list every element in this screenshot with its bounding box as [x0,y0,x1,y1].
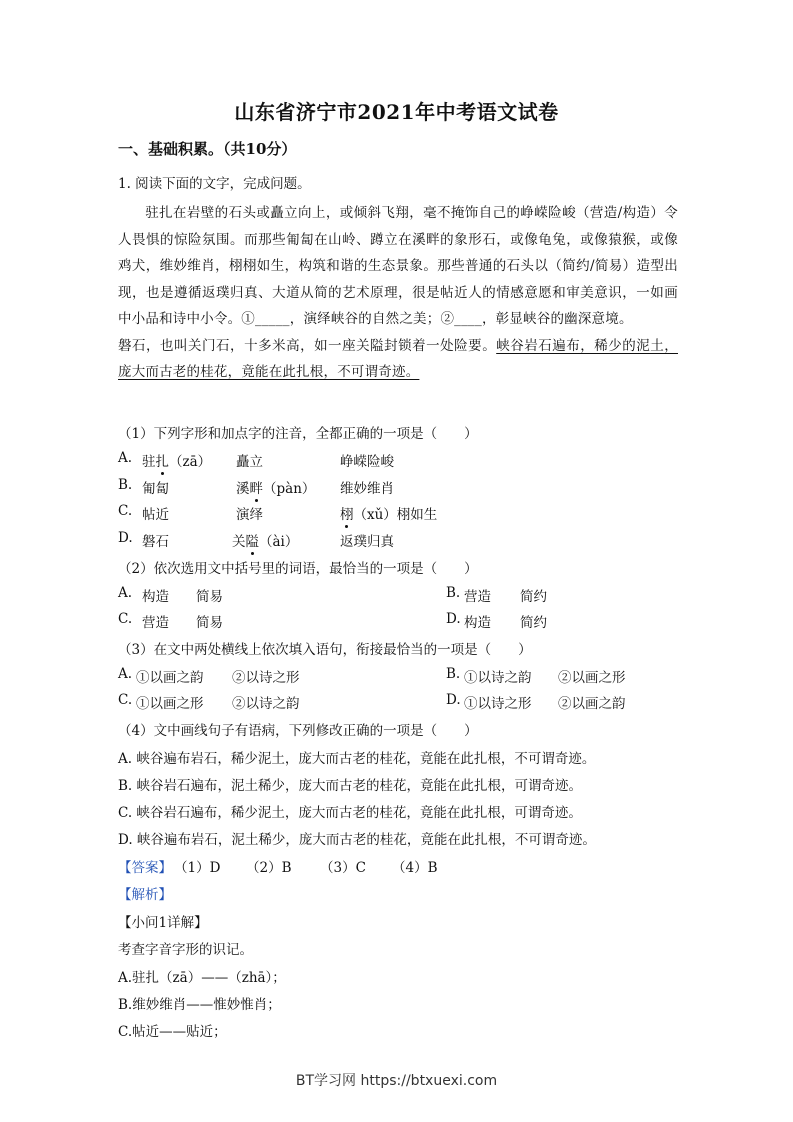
q4-option-b: B. 峡谷岩石遍布，泥土稀少，庞大而古老的桂花，竟能在此扎根，可谓奇迹。 [118,778,583,794]
analysis-tag: 【解析】 [118,887,172,903]
detail-line: B.维妙维肖——惟妙惟肖； [118,997,281,1013]
q3-stem: （3）在文中两处横线上依次填入语句，衔接最恰当的一项是（ ） [118,642,532,658]
q4-stem: （4）文中画线句子有语病，下列修改正确的一项是（ ） [118,723,478,739]
detail-line: 考查字音字形的识记。 [118,942,253,958]
section-heading: 一、基础积累。（共10分） [118,140,297,158]
detail-line: C.帖近——贴近； [118,1024,227,1040]
q2-stem: （2）依次选用文中括号里的词语，最恰当的一项是（ ） [118,561,478,577]
dotted-char: 扎 [155,454,169,470]
dotted-char: 畔 [249,481,263,497]
passage-paragraph-1: 驻扎在岩壁的石头或矗立向上，或倾斜飞翔，毫不掩饰自己的峥嵘险峻（营造/构造）令人畏惧的惊险氛围。而那些匍匐在山岭、蹲立在溪畔的象形石，或像龟兔，或像猿猴，或像鸡犬，维妙维肖，栩栩如生，构筑和谐的生态景象。那些普通的石头以（简约/简易）造型出现，也是遵循返璞归真、大道从简的艺术原理，很是帖近人的情感意愿和审美意识，一如画中小品和诗中小令。①_____，演绎峡谷的自然之美；②____，彰显峡谷的幽深意境。 [118,205,678,327]
reading-passage [118,200,678,386]
answer-tag: 【答案】 [118,860,172,876]
exam-page: 山东省济宁市2021年中考语文试卷 一、基础积累。（共10分） 1. 阅读下面的文字，完成问题。 驻扎在岩壁的石头或矗立向上，或倾斜飞翔，毫不掩饰自己的峥嵘险峻（营造/构造）令人畏惧的惊险氛围。而那些匍匐在山岭、蹲立在溪畔的象形石，或像龟兔，或像猿猴，或像鸡犬，维妙维肖，栩栩如生，构筑和谐的生态景象。那些普通的石头以（简约/简易）造型出现，也是遵循返璞归真、大道从简的艺术原理，很是帖近人的情感意愿和审美意识，一如画中小品和诗中小令。①_____，演绎峡谷的自然之美；②____，彰显峡谷的幽深意境。 磐石，也叫关门石，十多米高，如一座关隘封锁着一处险要。峡谷岩石遍布，稀少的泥土，庞大而古老的桂花，竟能在此扎根，不可谓奇迹。 （1）下列字形和加点字的注音，全都正确的一项是（ ） A. 驻扎（zā） 矗立 峥嵘险峻 B. 匍匐 溪畔（pàn） 维妙维肖 C. 帖近 演绎 栩（xǔ）栩如生 D. 磐石 关隘（ài） 返璞归真 （2）依次选用文中括号里的词语，最恰当的一项是（ ） A. 构造 简易 B. 营造 简约 C. 营造 简易 D. 构造 简约 （3）在文中两处横线上依次填入语句，衔接最恰当的一项是（ ） A. ①以画之韵 ②以诗之形 B. ①以诗之韵 ②以画之形 C. ①以画之形 ②以诗之韵 D. ①以诗之形 ②以画之韵 （4）文中画线句子有语病，下列修改正确的一项是（ ） A. 峡谷遍布岩石，稀少泥土，庞大而古老的桂花，竟能在此扎根，不可谓奇迹。 B. 峡谷岩石遍布，泥土稀少，庞大而古老的桂花，竟能在此扎根，可谓奇迹。 C. 峡谷岩石遍布，稀少泥土，庞大而古老的桂花，竟能在此扎根，可谓奇迹。 D. 峡谷遍布岩石，泥土稀少，庞大而古老的桂花，竟能在此扎根，不可谓奇迹。 【答案】 （1）D （2）B （3）C （4）B 【解析】 【小问1详解】 考查字音字形的识记。 A.驻扎（zā）——（zhā）； B.维妙维肖——惟妙惟肖； C.帖近——贴近； BT学习网 https://btxuexi.com [0,0,793,1122]
question-intro: 1. 阅读下面的文字，完成问题。 [118,176,311,192]
q4-option-a: A. 峡谷遍布岩石，稀少泥土，庞大而古老的桂花，竟能在此扎根，不可谓奇迹。 [118,751,596,767]
dotted-char: 栩 [340,507,354,523]
footer-watermark: BT学习网 https://btxuexi.com [295,1073,498,1089]
dotted-char: 隘 [245,534,259,550]
q1-stem: （1）下列字形和加点字的注音，全都正确的一项是（ ） [118,426,478,442]
underlined-sentence: 峡谷岩石遍布，稀少的泥土，庞大而古老的桂花，竟能在此扎根，不可谓奇迹。 [118,337,678,380]
page-title: 山东省济宁市2021年中考语文试卷 [234,100,559,124]
q4-option-c: C. 峡谷岩石遍布，稀少泥土，庞大而古老的桂花，竟能在此扎根，可谓奇迹。 [118,805,582,821]
passage-paragraph-2: 磐石，也叫关门石，十多米高，如一座关隘封锁着一处险要。 [118,337,497,354]
detail-heading: 【小问1详解】 [118,915,208,931]
q4-option-d: D. 峡谷遍布岩石，泥土稀少，庞大而古老的桂花，竟能在此扎根，不可谓奇迹。 [118,832,596,848]
detail-line: A.驻扎（zā）——（zhā）； [118,970,286,986]
